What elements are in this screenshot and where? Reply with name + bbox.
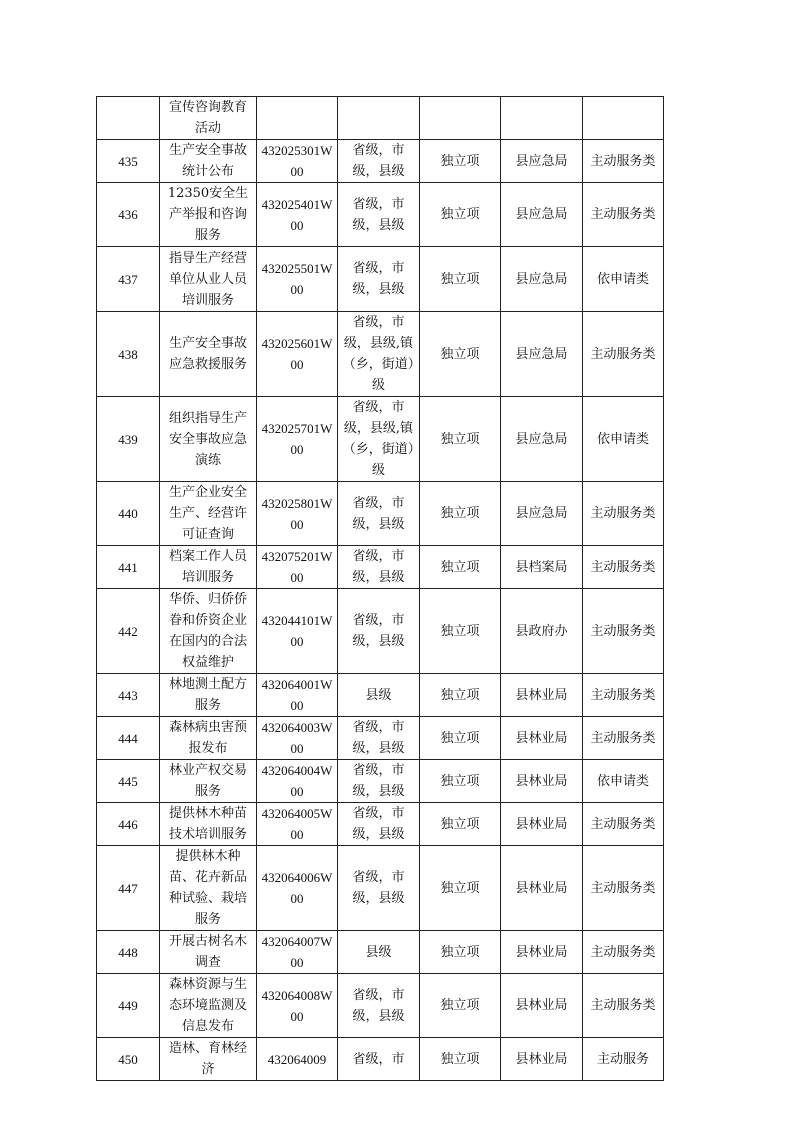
responsible-dept: 县政府办 [501, 589, 583, 674]
responsible-dept: 县林业局 [501, 1038, 583, 1081]
implementation-level: 省级，市级，县级 [338, 589, 420, 674]
service-category: 主动服务类 [583, 140, 664, 183]
responsible-dept: 县林业局 [501, 760, 583, 803]
item-type: 独立项 [420, 760, 501, 803]
service-catalog-table [96, 96, 664, 1081]
table-row [97, 397, 664, 482]
table-row [97, 803, 664, 846]
service-category [583, 97, 664, 140]
implementation-level: 省级，市级，县级 [338, 760, 420, 803]
item-type: 独立项 [420, 717, 501, 760]
responsible-dept: 县应急局 [501, 183, 583, 247]
table-row [97, 97, 664, 140]
item-type: 独立项 [420, 931, 501, 974]
row-number: 435 [97, 140, 160, 183]
table-row [97, 846, 664, 931]
service-category: 主动服务类 [583, 482, 664, 546]
row-number: 448 [97, 931, 160, 974]
table-row [97, 674, 664, 717]
table-row [97, 247, 664, 312]
service-category: 主动服务类 [583, 183, 664, 247]
table-row [97, 312, 664, 397]
row-number: 440 [97, 482, 160, 546]
implementation-level: 省级，市级，县级 [338, 247, 420, 312]
service-code: 432064003W00 [257, 717, 338, 760]
responsible-dept: 县应急局 [501, 482, 583, 546]
row-number: 442 [97, 589, 160, 674]
table-row [97, 482, 664, 546]
service-name: 生产安全事故统计公布 [160, 140, 257, 183]
item-type: 独立项 [420, 974, 501, 1038]
table-row [97, 931, 664, 974]
implementation-level: 县级 [338, 674, 420, 717]
service-code: 432064009 [257, 1038, 338, 1081]
row-number: 437 [97, 247, 160, 312]
responsible-dept [501, 97, 583, 140]
table-row [97, 589, 664, 674]
implementation-level: 省级，市级，县级 [338, 183, 420, 247]
service-code: 432025601W00 [257, 312, 338, 397]
service-code: 432025401W00 [257, 183, 338, 247]
service-code: 432064004W00 [257, 760, 338, 803]
service-name: 12350安全生产举报和咨询服务 [160, 183, 257, 247]
service-category: 主动服务类 [583, 803, 664, 846]
service-code: 432064006W00 [257, 846, 338, 931]
service-name: 组织指导生产安全事故应急演练 [160, 397, 257, 482]
row-number: 446 [97, 803, 160, 846]
service-category: 主动服务类 [583, 717, 664, 760]
responsible-dept: 县林业局 [501, 846, 583, 931]
item-type: 独立项 [420, 247, 501, 312]
table-row [97, 974, 664, 1038]
service-code [257, 97, 338, 140]
item-type [420, 97, 501, 140]
service-name: 开展古树名木调查 [160, 931, 257, 974]
row-number: 447 [97, 846, 160, 931]
service-code: 432025801W00 [257, 482, 338, 546]
implementation-level: 省级，市级，县级,镇（乡，街道）级 [338, 312, 420, 397]
row-number: 444 [97, 717, 160, 760]
item-type: 独立项 [420, 1038, 501, 1081]
responsible-dept: 县林业局 [501, 931, 583, 974]
table-row [97, 760, 664, 803]
implementation-level: 县级 [338, 931, 420, 974]
table-body [97, 97, 664, 1081]
implementation-level: 省级，市级，县级 [338, 846, 420, 931]
row-number: 449 [97, 974, 160, 1038]
item-type: 独立项 [420, 312, 501, 397]
responsible-dept: 县应急局 [501, 397, 583, 482]
table-row [97, 183, 664, 247]
service-name: 提供林木种苗、花卉新品种试验、栽培服务 [160, 846, 257, 931]
responsible-dept: 县林业局 [501, 803, 583, 846]
service-code: 432064008W00 [257, 974, 338, 1038]
row-number: 438 [97, 312, 160, 397]
row-number [97, 97, 160, 140]
service-category: 依申请类 [583, 247, 664, 312]
service-code: 432075201W00 [257, 546, 338, 589]
item-type: 独立项 [420, 140, 501, 183]
service-name: 造林、育林经济 [160, 1038, 257, 1081]
service-category: 依申请类 [583, 397, 664, 482]
service-code: 432064005W00 [257, 803, 338, 846]
service-code: 432064001W00 [257, 674, 338, 717]
item-type: 独立项 [420, 546, 501, 589]
implementation-level: 省级，市 [338, 1038, 420, 1081]
responsible-dept: 县林业局 [501, 717, 583, 760]
row-number: 443 [97, 674, 160, 717]
implementation-level: 省级，市级，县级 [338, 803, 420, 846]
service-code: 432025701W00 [257, 397, 338, 482]
service-name: 华侨、归侨侨眷和侨资企业在国内的合法权益维护 [160, 589, 257, 674]
service-category: 主动服务 [583, 1038, 664, 1081]
item-type: 独立项 [420, 183, 501, 247]
implementation-level [338, 97, 420, 140]
implementation-level: 省级，市级，县级 [338, 974, 420, 1038]
service-name: 林业产权交易服务 [160, 760, 257, 803]
responsible-dept: 县林业局 [501, 674, 583, 717]
item-type: 独立项 [420, 589, 501, 674]
service-category: 主动服务类 [583, 312, 664, 397]
item-type: 独立项 [420, 397, 501, 482]
service-name: 生产安全事故应急救援服务 [160, 312, 257, 397]
service-name: 森林资源与生态环境监测及信息发布 [160, 974, 257, 1038]
responsible-dept: 县应急局 [501, 140, 583, 183]
service-category: 主动服务类 [583, 846, 664, 931]
table-row [97, 717, 664, 760]
service-name: 档案工作人员培训服务 [160, 546, 257, 589]
service-name: 生产企业安全生产、经营许可证查询 [160, 482, 257, 546]
implementation-level: 省级，市级，县级,镇（乡，街道）级 [338, 397, 420, 482]
responsible-dept: 县应急局 [501, 247, 583, 312]
implementation-level: 省级，市级，县级 [338, 140, 420, 183]
item-type: 独立项 [420, 674, 501, 717]
service-category: 主动服务类 [583, 931, 664, 974]
service-category: 依申请类 [583, 760, 664, 803]
table-row [97, 140, 664, 183]
service-name: 宣传咨询教育活动 [160, 97, 257, 140]
row-number: 439 [97, 397, 160, 482]
responsible-dept: 县林业局 [501, 974, 583, 1038]
row-number: 441 [97, 546, 160, 589]
service-category: 主动服务类 [583, 546, 664, 589]
responsible-dept: 县应急局 [501, 312, 583, 397]
responsible-dept: 县档案局 [501, 546, 583, 589]
row-number: 450 [97, 1038, 160, 1081]
service-code: 432044101W00 [257, 589, 338, 674]
service-code: 432025301W00 [257, 140, 338, 183]
service-category: 主动服务类 [583, 589, 664, 674]
item-type: 独立项 [420, 803, 501, 846]
service-name: 森林病虫害预报发布 [160, 717, 257, 760]
service-name: 提供林木种苗技术培训服务 [160, 803, 257, 846]
implementation-level: 省级，市级，县级 [338, 717, 420, 760]
item-type: 独立项 [420, 482, 501, 546]
implementation-level: 省级，市级，县级 [338, 482, 420, 546]
row-number: 436 [97, 183, 160, 247]
table-row [97, 1038, 664, 1081]
service-name: 林地测土配方服务 [160, 674, 257, 717]
service-category: 主动服务类 [583, 974, 664, 1038]
table-row [97, 546, 664, 589]
service-code: 432025501W00 [257, 247, 338, 312]
service-name: 指导生产经营单位从业人员培训服务 [160, 247, 257, 312]
service-category: 主动服务类 [583, 674, 664, 717]
item-type: 独立项 [420, 846, 501, 931]
row-number: 445 [97, 760, 160, 803]
service-code: 432064007W00 [257, 931, 338, 974]
implementation-level: 省级，市级，县级 [338, 546, 420, 589]
